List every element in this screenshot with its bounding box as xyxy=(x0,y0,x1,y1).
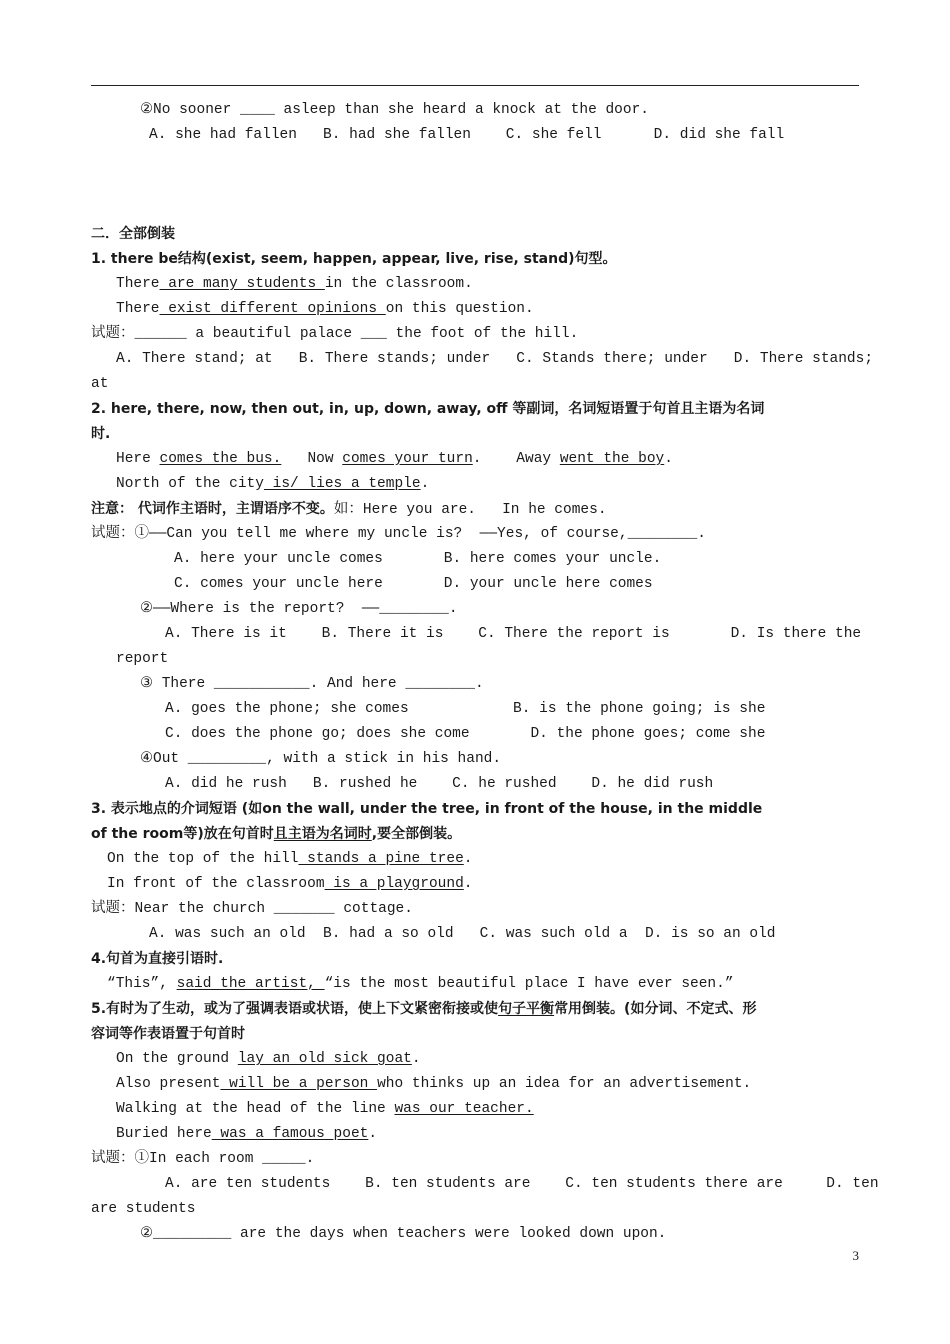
text-segment: who thinks up an idea for an advertisement. xyxy=(377,1076,752,1092)
text-segment: . xyxy=(463,876,473,892)
text-line xyxy=(91,1025,245,1043)
text-segment: . xyxy=(368,1126,378,1142)
text-segment: 试题：Near the church _______ cottage. xyxy=(91,901,413,917)
underlined-text: are many students xyxy=(159,276,325,292)
header-rule xyxy=(91,85,859,86)
text-segment: ②No sooner ____ asleep than she heard a knock at the door. xyxy=(140,102,649,118)
text-line xyxy=(174,575,653,593)
text-line xyxy=(91,900,413,918)
text-segment: C. comes your uncle here D. your uncle here comes xyxy=(174,576,653,592)
text-segment: . Away xyxy=(472,451,560,467)
text-line xyxy=(91,225,175,243)
text-segment: There xyxy=(116,276,160,292)
text-line xyxy=(91,525,706,543)
text-line xyxy=(116,350,873,368)
text-segment: A. she had fallen B. had she fallen C. she fell D. did she fall xyxy=(149,127,785,143)
underlined-text: 且主语为名词时 xyxy=(273,826,372,842)
text-segment: Here xyxy=(116,451,160,467)
underlined-text: comes your turn xyxy=(342,451,473,467)
text-line xyxy=(91,1150,314,1168)
text-segment: Now xyxy=(281,451,343,467)
text-line xyxy=(140,1225,666,1243)
text-line xyxy=(91,400,764,418)
underlined-text: 句子平衡 xyxy=(498,1001,555,1017)
text-segment: 时. xyxy=(91,426,111,442)
text-segment: . xyxy=(664,451,673,467)
text-segment: 3. 表示地点的介词短语 (如on the wall, under the tree, in front of the house, in the middle xyxy=(91,801,763,817)
text-line xyxy=(165,625,861,643)
text-line xyxy=(116,1075,751,1093)
text-line xyxy=(91,375,108,393)
text-segment: Also present xyxy=(116,1076,221,1092)
text-line xyxy=(91,325,578,343)
underlined-text: stands a pine tree xyxy=(298,851,464,867)
text-segment: 2. here, there, now, then out, in, up, down, away, off 等副词，名词短语置于句首且主语为名词 xyxy=(91,401,765,417)
underlined-text: is a playground xyxy=(324,876,464,892)
text-line xyxy=(140,675,484,693)
text-segment: 5.有时为了生动，或为了强调表语或状语，使上下文紧密衔接或使 xyxy=(91,1001,499,1017)
text-segment: 1. there be结构(exist, seem, happen, appear, live, rise, stand)句型。 xyxy=(91,251,617,267)
text-line xyxy=(140,750,501,768)
text-segment: 4.句首为直接引语时. xyxy=(91,951,224,967)
text-line xyxy=(165,1175,879,1193)
text-line xyxy=(107,875,472,893)
text-segment: North of the city xyxy=(116,476,264,492)
underlined-text: said the artist, xyxy=(176,976,325,992)
text-segment: There xyxy=(116,301,160,317)
text-segment: 二．全部倒装 xyxy=(91,226,175,242)
text-line xyxy=(165,700,765,718)
text-segment: A. here your uncle comes B. here comes your uncle. xyxy=(174,551,662,567)
text-line xyxy=(165,725,765,743)
text-segment: A. was such an old B. had a so old C. was such old a D. is so an old xyxy=(149,926,776,942)
text-segment: ②——Where is the report? ——________. xyxy=(140,601,458,617)
text-segment: C. does the phone go; does she come D. the phone goes; come she xyxy=(165,726,766,742)
underlined-text: went the boy xyxy=(559,451,665,467)
text-segment: A. There is it B. There it is C. There the report is D. Is there the xyxy=(165,626,862,642)
underlined-text: lay an old sick goat xyxy=(237,1051,412,1067)
text-segment: are students xyxy=(91,1201,196,1217)
text-line xyxy=(116,650,168,668)
text-line xyxy=(91,825,461,843)
text-segment: 注意： 代词作主语时，主谓语序不变。 xyxy=(91,501,334,517)
text-segment: in the classroom. xyxy=(324,276,473,292)
text-line xyxy=(149,925,776,943)
text-segment: A. are ten students B. ten students are C. ten students there are D. ten xyxy=(165,1176,879,1192)
text-segment: 容词等作表语置于句首时 xyxy=(91,1026,245,1042)
text-line xyxy=(140,101,649,119)
text-line xyxy=(116,300,534,318)
text-segment: . xyxy=(420,476,430,492)
text-segment: 常用倒装。(如分词、不定式、形 xyxy=(554,1001,757,1017)
underlined-text: exist different opinions xyxy=(159,301,386,317)
text-segment: report xyxy=(116,651,169,667)
underlined-text: was a famous poet xyxy=(211,1126,369,1142)
text-line xyxy=(174,550,661,568)
text-line xyxy=(140,600,458,618)
underlined-text: was our teacher. xyxy=(394,1101,534,1117)
text-line xyxy=(165,775,713,793)
text-segment: “This”, xyxy=(107,976,177,992)
text-line xyxy=(91,250,617,268)
text-line xyxy=(116,1050,421,1068)
text-line xyxy=(116,1100,534,1118)
text-segment: A. did he rush B. rushed he C. he rushed D. he did rush xyxy=(165,776,714,792)
text-segment: . xyxy=(411,1051,421,1067)
text-line xyxy=(91,500,607,519)
text-line xyxy=(91,425,110,443)
text-segment: “is the most beautiful place I have ever seen.” xyxy=(324,976,734,992)
text-line xyxy=(116,475,429,493)
text-line xyxy=(91,800,762,818)
text-line xyxy=(107,975,734,993)
underlined-text: will be a person xyxy=(220,1076,378,1092)
text-line xyxy=(91,1200,195,1218)
text-line xyxy=(116,450,673,468)
text-segment: 试题：①In each room _____. xyxy=(91,1151,315,1167)
text-segment: In front of the classroom xyxy=(107,876,325,892)
text-line xyxy=(91,1000,756,1018)
text-segment: ③ There ___________. And here ________. xyxy=(140,676,484,692)
text-line xyxy=(107,850,472,868)
text-segment: Walking at the head of the line xyxy=(116,1101,395,1117)
text-segment: A. There stand; at B. There stands; under C. Stands there; under D. There stands; xyxy=(116,351,874,367)
text-line xyxy=(149,126,784,144)
underlined-text: is/ lies a temple xyxy=(263,476,421,492)
text-segment: On the top of the hill xyxy=(107,851,299,867)
text-segment: 试题：①——Can you tell me where my uncle is? ——Yes, of course,________. xyxy=(91,526,706,542)
text-segment: ④Out _________, with a stick in his hand. xyxy=(140,751,502,767)
text-line xyxy=(116,1125,377,1143)
text-segment: A. goes the phone; she comes B. is the phone going; is she xyxy=(165,701,766,717)
text-segment: ②_________ are the days when teachers were looked down upon. xyxy=(140,1226,667,1242)
text-segment: 如：Here you are. In he comes. xyxy=(333,502,607,518)
text-segment: on this question. xyxy=(385,301,534,317)
text-segment: On the ground xyxy=(116,1051,238,1067)
text-segment: . xyxy=(463,851,473,867)
text-segment: of the room等)放在句首时 xyxy=(91,826,274,842)
text-segment: ,要全部倒装。 xyxy=(371,826,462,842)
text-segment: Buried here xyxy=(116,1126,212,1142)
text-line xyxy=(91,950,223,968)
underlined-text: comes the bus. xyxy=(159,451,282,467)
text-segment: 试题：______ a beautiful palace ___ the foot of the hill. xyxy=(91,326,579,342)
page-number: 3 xyxy=(852,1248,859,1263)
text-segment: at xyxy=(91,376,109,392)
text-line xyxy=(116,275,473,293)
